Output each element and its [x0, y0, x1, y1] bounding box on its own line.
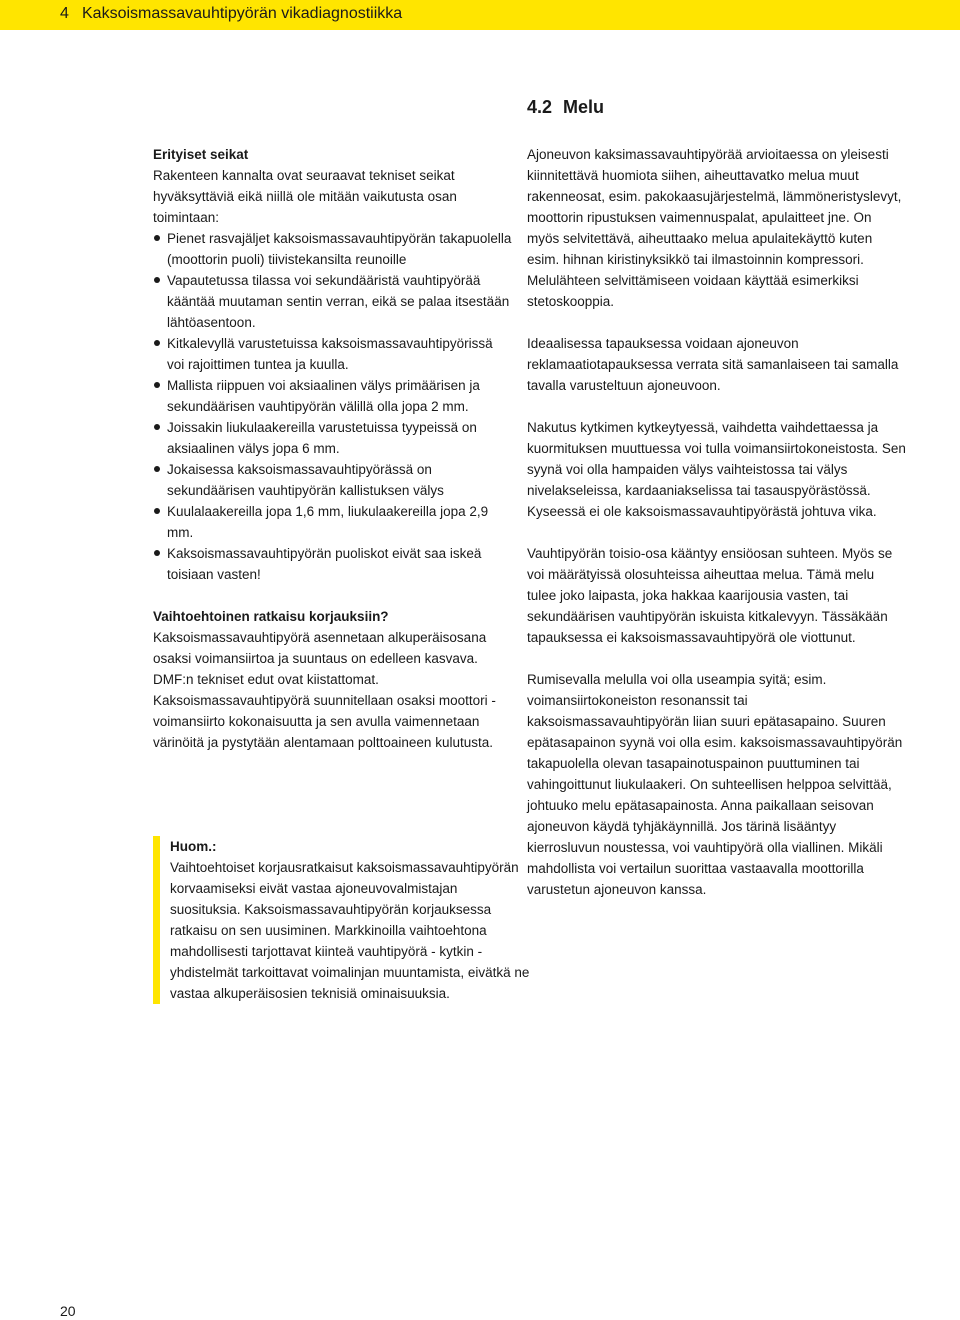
note-box	[153, 836, 530, 1004]
paragraph: Rumisevalla melulla voi olla useampia syitä; esim. voimansiirtokoneiston resonanssit tai kaksoismassavauhtipyörän liian suuri epätasapaino. Suuren epätasapainon syynä voi olla esim. kaksoismassavauhtipyörän takapuolella olevan tasapainotuspainon puuttuminen tai vahingoittunut liukulaakeri. On suhteellisen helppoa selvittää, johtuuko melu epätasapainosta. Anna paikallaan seisovan ajoneuvon käydä tyhjäkäynnillä. Jos tärinä lisääntyy kierrosluvun noustessa, voi vauhtipyörä olla viallinen. Mikäli mahdollista voi vertailun suorittaa vastaavalla moottorilla varustetun ajoneuvon kanssa.	[527, 672, 903, 897]
note-label: Huom.:	[170, 839, 217, 854]
spacer	[527, 522, 907, 543]
paragraph: Vauhtipyörän toisio-osa kääntyy ensiöosan suhteen. Myös se voi määrätyissä olosuhteissa aiheuttaa melua. Tämä melu tulee joko laipasta, joka hakkaa kaarijousia vasten, tai sekundäärisen vauhtipyörän iskuista kitkalevyyn. Tässäkään tapauksessa ei kaksoismassavauhtipyörä ole viottunut.	[527, 546, 893, 645]
list-item: Mallista riippuen voi aksiaalinen välys primäärisen ja sekundäärisen vauhtipyörän välillä olla jopa 2 mm.	[153, 375, 513, 417]
alt-heading: Vaihtoehtoinen ratkaisu korjauksiin?	[153, 609, 389, 624]
bullet-list	[153, 228, 513, 585]
section-title: Melu	[563, 97, 605, 117]
header-bar	[0, 0, 960, 30]
list-item: Kaksoismassavauhtipyörän puoliskot eivät saa iskeä toisiaan vasten!	[153, 543, 513, 585]
list-item: Pienet rasvajäljet kaksoismassavauhtipyörän takapuolella (moottorin puoli) tiivistekansilta reunoille	[153, 228, 513, 270]
left-column	[153, 144, 513, 753]
list-item: Joissakin liukulaakereilla varustetuissa tyypeissä on aksiaalinen välys jopa 6 mm.	[153, 417, 513, 459]
chapter-title-text: Kaksoismassavauhtipyörän vikadiagnostiikka	[82, 5, 403, 22]
paragraph: Ideaalisessa tapauksessa voidaan ajoneuvon reklamaatiotapauksessa verrata sitä samanlaiseen tai samalla tavalla varusteltuun ajoneuvoon.	[527, 336, 899, 393]
spacer	[527, 396, 907, 417]
alt-text: Kaksoismassavauhtipyörä asennetaan alkuperäisosana osaksi voimansiirtoa ja suuntaus on edelleen kasvava. DMF:n tekniset edut ovat kiistattomat. Kaksoismassavauhtipyörä suunnitellaan osaksi moottori - voimansiirto kokonaisuutta ja sen avulla vaimennetaan värinöitä ja pystytään alentamaan polttoaineen kulutusta.	[153, 630, 496, 750]
paragraph: Nakutus kytkimen kytkeytyessä, vaihdetta vaihdettaessa ja kuormituksen muuttuessa voi tulla voimansiirtokoneistosta. Sen syynä voi olla hampaiden välys vaihteistossa tai välys nivelakseleissa, kardaaniakselissa tai tasauspyörästössä. Kyseessä ei ole kaksoismassavauhtipyörästä johtuva vika.	[527, 420, 906, 519]
chapter-title	[60, 4, 402, 24]
spacer	[153, 585, 513, 606]
right-column	[527, 144, 907, 900]
list-item: Vapautetussa tilassa voi sekundääristä vauhtipyörää kääntää muutaman sentin verran, eikä se palaa itsestään lähtöasentoon.	[153, 270, 513, 333]
page-number: 20	[60, 1303, 76, 1319]
special-intro: Rakenteen kannalta ovat seuraavat tekniset seikat hyväksyttäviä eikä niillä ole mitään vaikutusta osan toimintaan:	[153, 168, 457, 225]
list-item: Kitkalevyllä varustetuissa kaksoismassavauhtipyörissä voi rajoittimen tuntea ja kuulla.	[153, 333, 513, 375]
section-number: 4.2	[527, 97, 553, 117]
spacer	[527, 648, 907, 669]
list-item: Kuulalaakereilla jopa 1,6 mm, liukulaakereilla jopa 2,9 mm.	[153, 501, 513, 543]
chapter-number: 4	[60, 5, 69, 22]
note-text: Vaihtoehtoiset korjausratkaisut kaksoismassavauhtipyörän korvaamiseksi eivät vastaa ajoneuvovalmistajan suosituksia. Kaksoismassavauhtipyörän korjauksessa ratkaisu on sen uusiminen. Markkinoilla vaihtoehtona mahdollisesti tarjottavat kiinteä vauhtipyörä - kytkin - yhdistelmät tarkoittavat voimalinjan muuntamista, eivätkä ne vastaa alkuperäisosien teknisiä ominaisuuksia.	[170, 860, 530, 1001]
list-item: Jokaisessa kaksoismassavauhtipyörässä on sekundäärisen vauhtipyörän kallistuksen välys	[153, 459, 513, 501]
special-heading: Erityiset seikat	[153, 147, 249, 162]
paragraph: Ajoneuvon kaksimassavauhtipyörää arvioitaessa on yleisesti kiinnitettävä huomiota siihen, aiheuttavatko melua muut rakenneosat, esim. pakokaasujärjestelmä, lämmöneristyslevyt, moottorin ripustuksen vaimennuspalat, apulaitteet jne. On myös selvitettävä, aiheuttaako melua apulaitekäyttö kuten esim. hihnan kiristinyksikkö tai ilmastoinnin kompressori. Melulähteen selvittämiseen voidaan käyttää esimerkiksi stetoskooppia.	[527, 147, 902, 309]
section-heading	[527, 96, 604, 118]
spacer	[527, 312, 907, 333]
